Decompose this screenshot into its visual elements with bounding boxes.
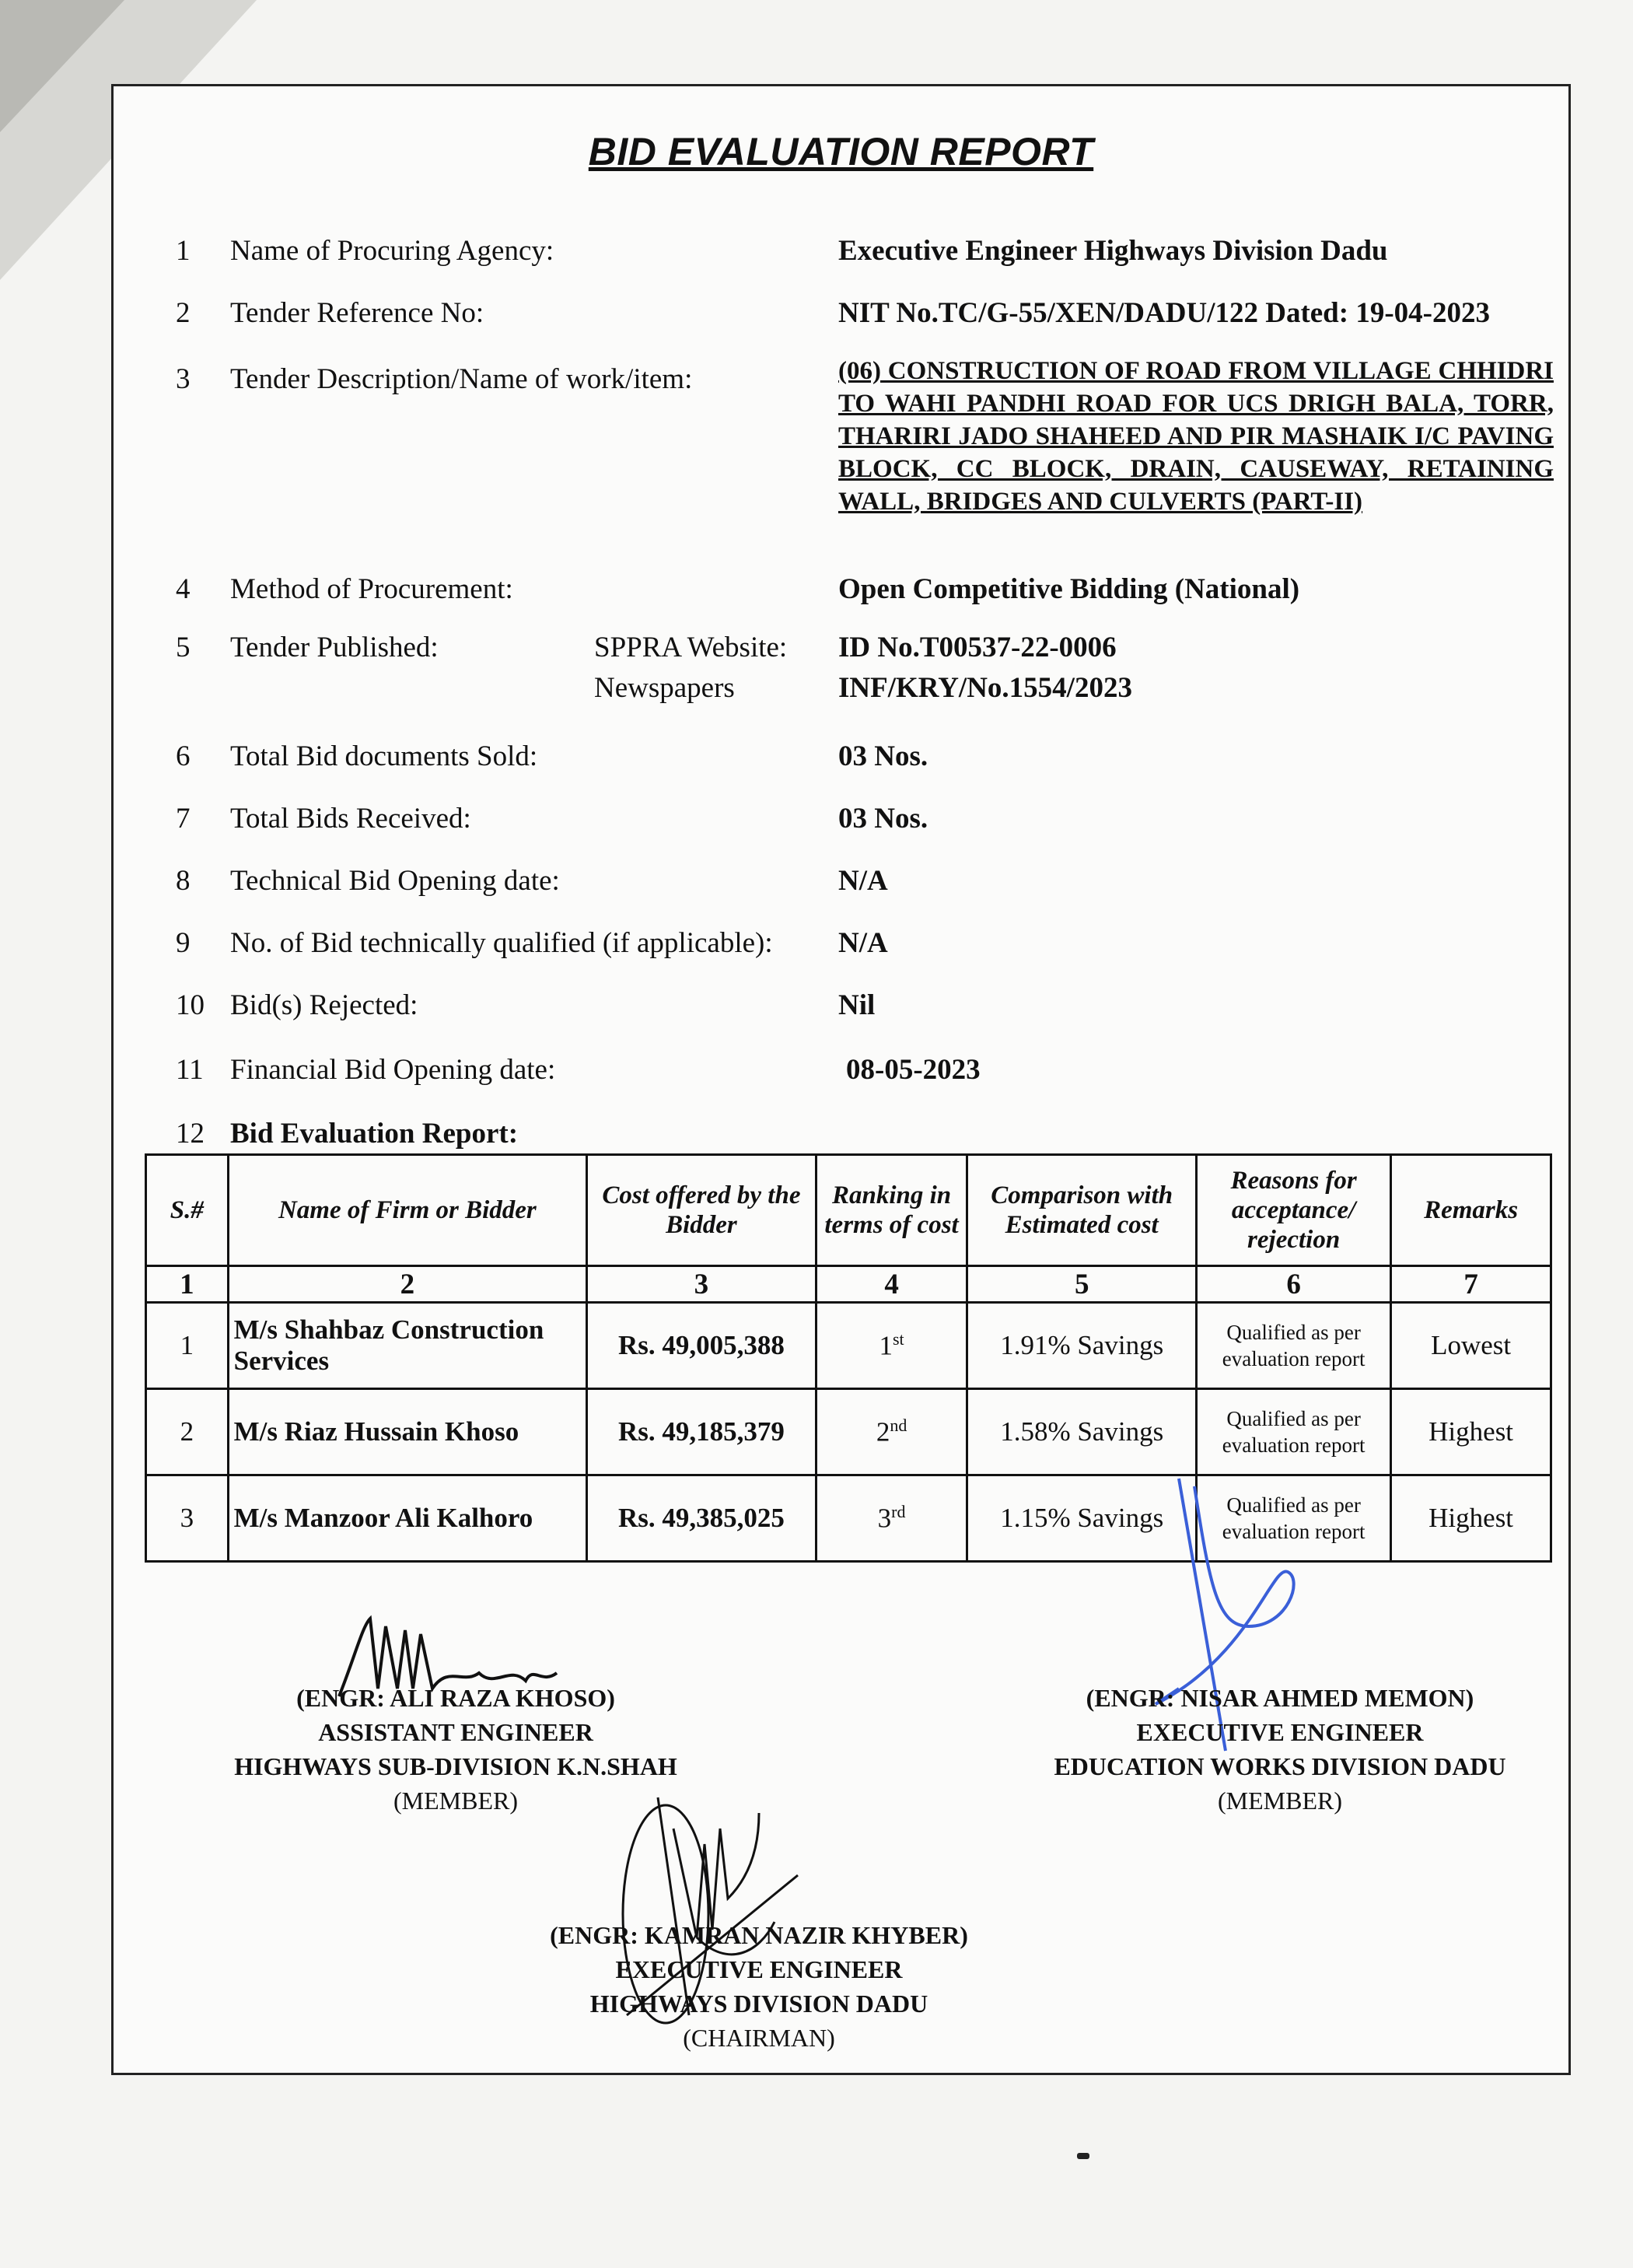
col-number: 5	[967, 1266, 1197, 1303]
signatory-office: HIGHWAYS SUB-DIVISION K.N.SHAH	[234, 1752, 677, 1780]
col-number: 3	[587, 1266, 816, 1303]
item-number: 7	[176, 803, 191, 835]
table-row	[146, 1303, 1551, 1389]
item-value: Executive Engineer Highways Division Dadu	[838, 235, 1388, 267]
item-number: 11	[176, 1054, 204, 1086]
cell-firm: M/s Riaz Hussain Khoso	[228, 1389, 586, 1475]
col-number: 1	[146, 1266, 229, 1303]
cell-comparison: 1.15% Savings	[967, 1475, 1197, 1562]
item-number: 8	[176, 865, 191, 897]
signatory-name: (ENGR: KAMRAN NAZIR KHYBER)	[550, 1921, 968, 1949]
rank-number: 3	[877, 1503, 892, 1534]
rank-suffix: st	[892, 1329, 904, 1349]
col-number: 4	[816, 1266, 967, 1303]
item-value: 03 Nos.	[838, 803, 928, 835]
signatory-name: (ENGR: ALI RAZA KHOSO)	[296, 1684, 615, 1712]
item-number: 3	[176, 363, 191, 395]
cell-remarks: Highest	[1391, 1389, 1551, 1475]
rank-suffix: nd	[890, 1416, 907, 1436]
item-label: Tender Published:	[230, 632, 439, 663]
item-number: 10	[176, 989, 205, 1021]
cell-remarks: Lowest	[1391, 1303, 1551, 1389]
cell-sn: 3	[146, 1475, 229, 1562]
page-mark	[1077, 2153, 1089, 2159]
report-frame	[111, 84, 1571, 2075]
header-firm: Name of Firm or Bidder	[228, 1155, 586, 1266]
report-title: BID EVALUATION REPORT	[588, 130, 1094, 173]
cell-sn: 1	[146, 1303, 229, 1389]
table-row	[146, 1389, 1551, 1475]
header-remarks: Remarks	[1391, 1155, 1551, 1266]
cell-cost: Rs. 49,005,388	[587, 1303, 816, 1389]
item-number: 6	[176, 740, 191, 772]
item-label: Bid(s) Rejected:	[230, 989, 418, 1021]
column-number-row	[146, 1266, 1551, 1303]
header-cost: Cost offered by the Bidder	[587, 1155, 816, 1266]
page-fold-shadow	[0, 0, 124, 132]
cell-cost: Rs. 49,385,025	[587, 1475, 816, 1562]
item-value: NIT No.TC/G-55/XEN/DADU/122 Dated: 19-04-2023	[838, 297, 1490, 329]
item-label: Tender Reference No:	[230, 297, 484, 329]
col-number: 7	[1391, 1266, 1551, 1303]
header-ranking: Ranking in terms of cost	[816, 1155, 967, 1266]
item-number: 2	[176, 297, 191, 329]
item-label: Tender Description/Name of work/item:	[230, 363, 693, 395]
cell-firm: M/s Manzoor Ali Kalhoro	[228, 1475, 586, 1562]
cell-rank	[816, 1303, 967, 1389]
header-comparison: Comparison with Estimated cost	[967, 1155, 1197, 1266]
item-label: Name of Procuring Agency:	[230, 235, 554, 267]
item-value: N/A	[838, 927, 888, 959]
item-number: 9	[176, 927, 191, 959]
sppra-label: SPPRA Website:	[594, 632, 788, 663]
item-value: Nil	[838, 989, 876, 1021]
cell-rank	[816, 1389, 967, 1475]
item-value: Open Competitive Bidding (National)	[838, 573, 1300, 605]
cell-cost: Rs. 49,185,379	[587, 1389, 816, 1475]
signatory-designation: EXECUTIVE ENGINEER	[1136, 1718, 1424, 1746]
item-number: 4	[176, 573, 191, 605]
cell-comparison: 1.91% Savings	[967, 1303, 1197, 1389]
signatory-chairman	[526, 1918, 992, 2055]
item-label: Method of Procurement:	[230, 573, 513, 605]
cell-reason: Qualified as per evaluation report	[1197, 1389, 1391, 1475]
rank-number: 2	[876, 1416, 890, 1447]
cell-reason: Qualified as per evaluation report	[1197, 1303, 1391, 1389]
cell-comparison: 1.58% Savings	[967, 1389, 1197, 1475]
tender-description: (06) CONSTRUCTION OF ROAD FROM VILLAGE CHHIDRI TO WAHI PANDHI ROAD FOR UCS DRIGH BALA, TORR, THARIRI JADO SHAHEED AND PIR MASHAIK I/C PAVING BLOCK, CC BLOCK, DRAIN, CAUSEWAY, RETAINING WALL, BRIDGES AND CULVERTS (PART-II)	[838, 357, 1554, 516]
rank-number: 1	[879, 1330, 893, 1361]
signatory-designation: EXECUTIVE ENGINEER	[615, 1955, 903, 1983]
signatory-role: (CHAIRMAN)	[683, 2024, 835, 2052]
item-label: Total Bids Received:	[230, 803, 471, 835]
table-row	[146, 1475, 1551, 1562]
item-label: No. of Bid technically qualified (if applicable):	[230, 927, 773, 959]
cell-firm: M/s Shahbaz Construction Services	[228, 1303, 586, 1389]
newspapers-label: Newspapers	[594, 672, 735, 704]
signatory-role: (MEMBER)	[393, 1787, 518, 1815]
table-header-row	[146, 1155, 1551, 1266]
item-label: Bid Evaluation Report:	[230, 1118, 519, 1150]
cell-reason: Qualified as per evaluation report	[1197, 1475, 1391, 1562]
sppra-value: ID No.T00537-22-0006	[838, 632, 1117, 663]
item-label: Financial Bid Opening date:	[230, 1054, 556, 1086]
signatory-member-2	[1023, 1681, 1537, 1818]
header-reasons: Reasons for acceptance/ rejection	[1197, 1155, 1391, 1266]
header-sn: S.#	[146, 1155, 229, 1266]
item-value: 03 Nos.	[838, 740, 928, 772]
item-value: 08-05-2023	[846, 1054, 981, 1086]
cell-rank	[816, 1475, 967, 1562]
signatory-role: (MEMBER)	[1218, 1787, 1342, 1815]
signatory-designation: ASSISTANT ENGINEER	[318, 1718, 593, 1746]
col-number: 2	[228, 1266, 586, 1303]
item-number: 12	[176, 1118, 205, 1150]
item-number: 5	[176, 632, 191, 663]
signatory-name: (ENGR: NISAR AHMED MEMON)	[1086, 1684, 1474, 1712]
newspapers-value: INF/KRY/No.1554/2023	[838, 672, 1132, 704]
col-number: 6	[1197, 1266, 1391, 1303]
cell-sn: 2	[146, 1389, 229, 1475]
item-label: Technical Bid Opening date:	[230, 865, 560, 897]
bid-evaluation-table	[145, 1153, 1552, 1563]
item-number: 1	[176, 235, 191, 267]
signatory-office: EDUCATION WORKS DIVISION DADU	[1054, 1752, 1506, 1780]
cell-remarks: Highest	[1391, 1475, 1551, 1562]
item-label: Total Bid documents Sold:	[230, 740, 538, 772]
rank-suffix: rd	[891, 1502, 906, 1522]
item-value: N/A	[838, 865, 888, 897]
signatory-office: HIGHWAYS DIVISION DADU	[589, 1990, 928, 2018]
